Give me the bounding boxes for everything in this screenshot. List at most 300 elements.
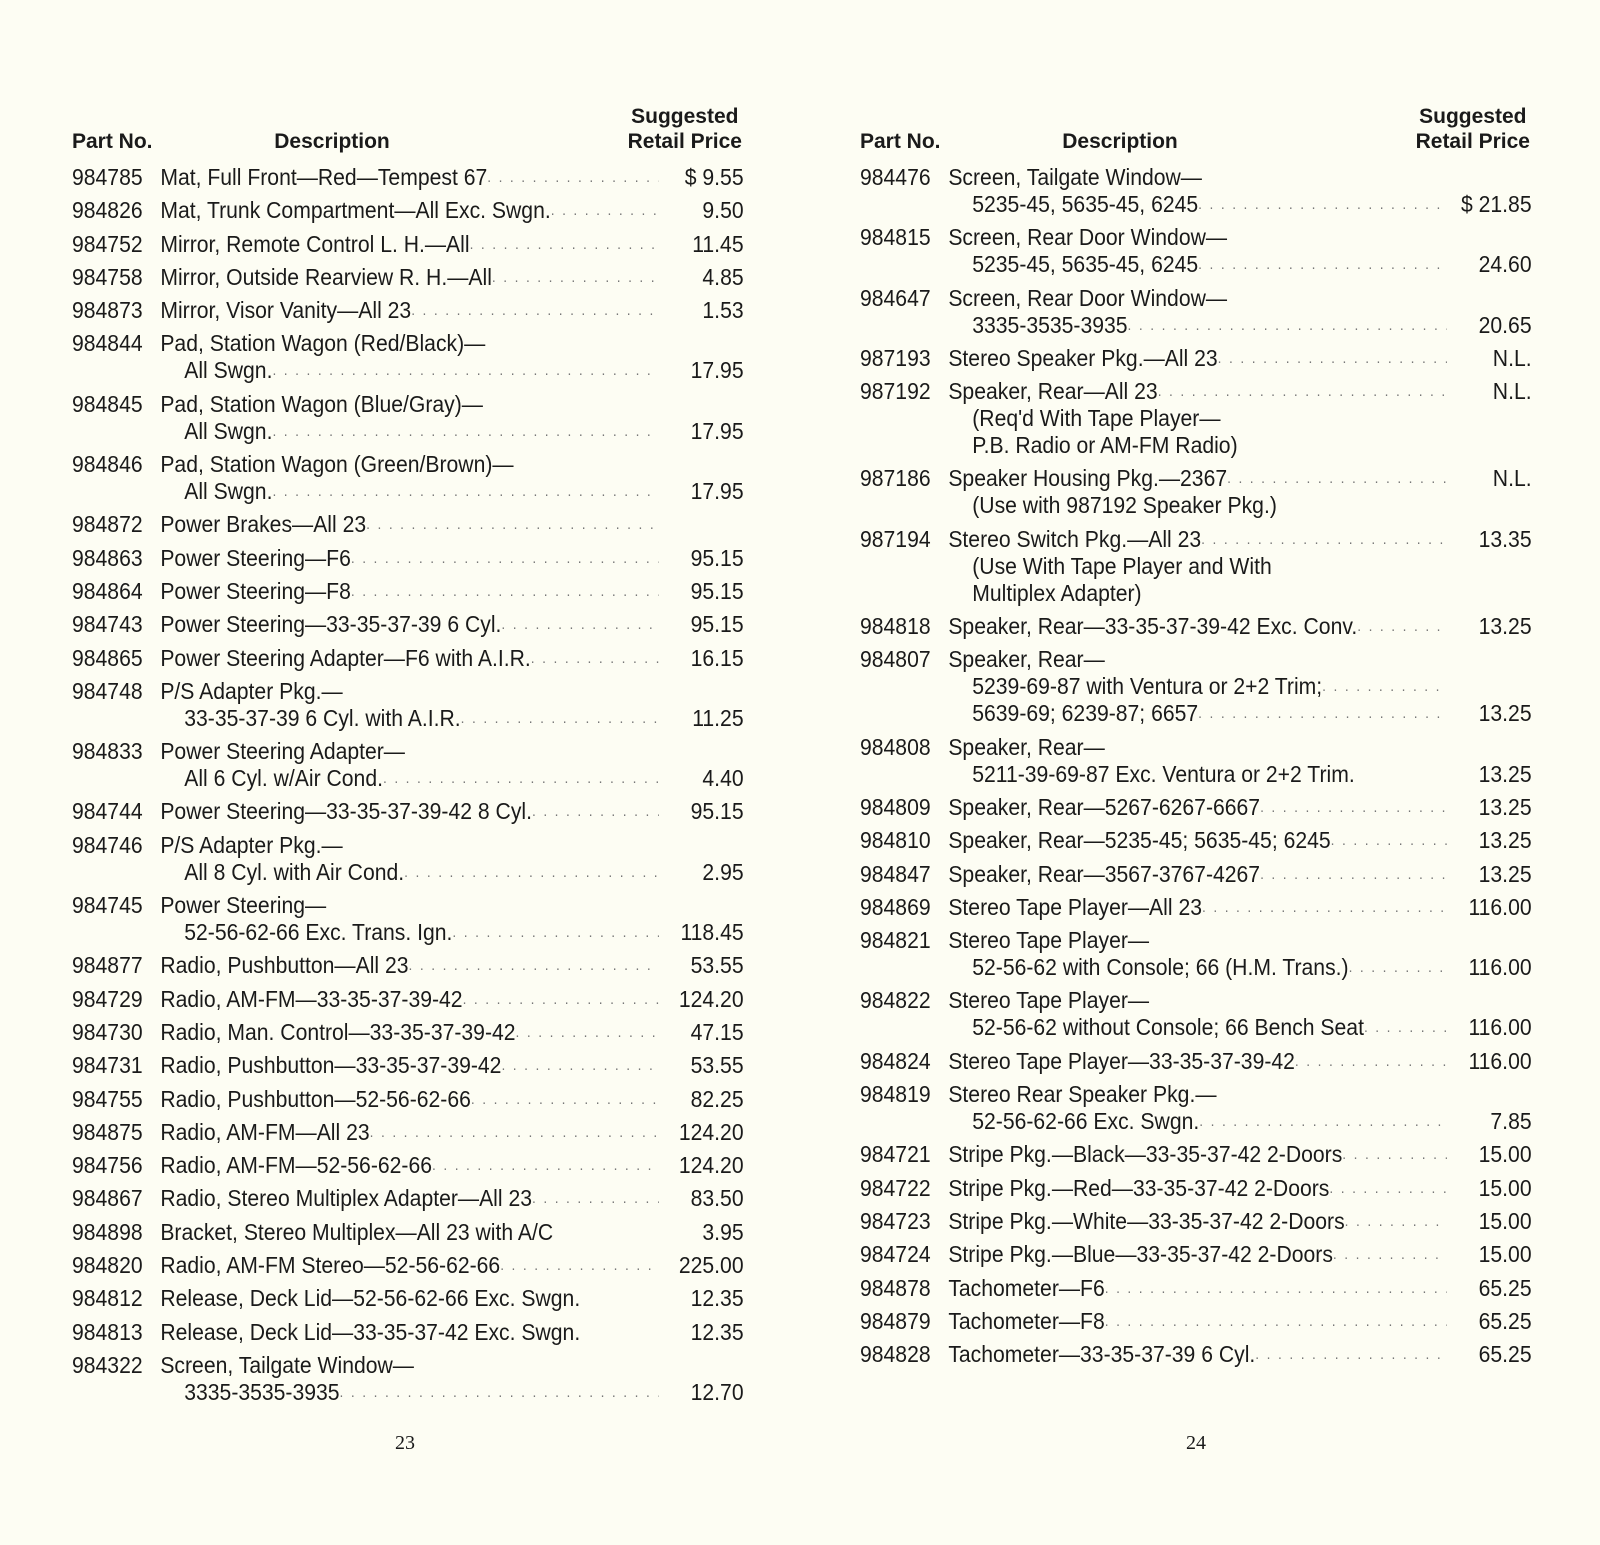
- price-value: 13.25: [1478, 700, 1532, 727]
- price-value: 15.00: [1478, 1207, 1532, 1234]
- description-text: Pad, Station Wagon (Blue/Gray)—: [160, 390, 483, 417]
- description-line: [948, 345, 1447, 372]
- price-value: 65.25: [1478, 1307, 1532, 1334]
- description: [160, 1152, 659, 1179]
- retail-price: [1447, 1175, 1532, 1202]
- description-line: [160, 1185, 659, 1212]
- description: [948, 894, 1447, 921]
- price-value: N.L.: [1492, 378, 1532, 405]
- table-row: [860, 465, 1532, 519]
- dot-leader: [452, 919, 659, 946]
- price-value: 13.25: [1478, 827, 1532, 854]
- description-text: P.B. Radio or AM-FM Radio): [972, 432, 1238, 459]
- table-row: [72, 511, 744, 538]
- dot-leader: [461, 705, 659, 732]
- description-text: 52-56-62-66 Exc. Swgn.: [972, 1108, 1200, 1135]
- part-number: 984818: [860, 613, 931, 640]
- price-value: $ 9.55: [684, 164, 744, 190]
- description-text: Power Steering—F8: [160, 577, 351, 604]
- description-text: Speaker, Rear—: [948, 733, 1105, 760]
- part-number: 984721: [860, 1141, 931, 1168]
- description-text: P/S Adapter Pkg.—: [160, 677, 343, 704]
- price-value: 95.15: [690, 798, 744, 825]
- dot-leader: [1198, 251, 1447, 278]
- retail-price: [1447, 1275, 1532, 1302]
- part-number: 984873: [72, 297, 143, 324]
- description-text: Radio, Pushbutton—33-35-37-39-42: [160, 1052, 502, 1079]
- price-value: 124.20: [678, 985, 744, 1012]
- description-line: [160, 545, 659, 572]
- retail-price: [659, 1219, 744, 1246]
- price-value: 95.15: [690, 577, 744, 604]
- table-row: [72, 952, 744, 979]
- table-row: [860, 827, 1532, 854]
- price-value: N.L.: [1492, 465, 1532, 492]
- description-text: 5235-45, 5635-45, 6245: [972, 191, 1199, 217]
- part-number: 984722: [860, 1174, 931, 1201]
- description: [160, 1219, 659, 1246]
- table-row: [860, 1275, 1532, 1302]
- table-row: [72, 1352, 744, 1406]
- table-row: [72, 611, 744, 638]
- table-row: [72, 1285, 744, 1312]
- description: [948, 861, 1447, 888]
- description: [160, 330, 659, 384]
- description-text: Screen, Rear Door Window—: [948, 224, 1228, 251]
- price-value: 124.20: [678, 1118, 744, 1145]
- price-header: Suggested Retail Price: [1415, 105, 1530, 153]
- price-value: 82.25: [690, 1085, 744, 1112]
- retail-price: [659, 832, 744, 886]
- table-row: [72, 1185, 744, 1212]
- retail-price: [1447, 987, 1532, 1041]
- part-number: 984847: [860, 860, 931, 887]
- part-number: 984822: [860, 987, 931, 1014]
- description-text: 5639-69; 6239-87; 6657: [972, 700, 1199, 727]
- description-text: Screen, Tailgate Window—: [160, 1351, 414, 1378]
- description: [160, 645, 659, 672]
- description: [948, 1175, 1447, 1202]
- retail-price: [1447, 465, 1532, 519]
- table-row: [860, 613, 1532, 640]
- description-text: Stereo Tape Player—: [948, 927, 1150, 954]
- parts-list: [860, 164, 1530, 1368]
- description-text: All Swgn.: [184, 478, 273, 505]
- retail-price: [1447, 164, 1532, 218]
- description-text: Stripe Pkg.—Black—33-35-37-42 2-Doors: [948, 1141, 1343, 1168]
- table-row: [72, 578, 744, 605]
- description: [948, 1081, 1447, 1135]
- retail-price: [1447, 224, 1532, 278]
- price-value: 11.45: [692, 230, 744, 257]
- description-line: [160, 1086, 659, 1113]
- part-number: 984864: [72, 577, 143, 604]
- description: [948, 613, 1447, 640]
- description: [160, 1086, 659, 1113]
- description: [160, 892, 659, 946]
- dot-leader: [551, 197, 659, 224]
- part-number: 984810: [860, 827, 931, 854]
- description-line: [948, 580, 1447, 607]
- price-value: 116.00: [1468, 1047, 1532, 1074]
- dot-leader: [1349, 954, 1447, 981]
- retail-price: [1447, 285, 1532, 339]
- description: [948, 827, 1447, 854]
- description-line: [948, 1308, 1447, 1335]
- description-line: [160, 330, 659, 357]
- description: [948, 987, 1447, 1041]
- price-value: 116.00: [1468, 1014, 1532, 1041]
- description-text: Power Steering—F6: [160, 544, 351, 571]
- description-text: Bracket, Stereo Multiplex—All 23 with A/C: [160, 1218, 554, 1245]
- table-row: [860, 1048, 1532, 1075]
- dot-leader: [1342, 1141, 1447, 1168]
- description: [160, 1352, 659, 1406]
- dot-leader: [370, 1119, 659, 1146]
- price-value: 12.35: [690, 1285, 744, 1312]
- retail-price: [659, 1319, 744, 1346]
- dot-leader: [409, 952, 659, 979]
- description-line: [160, 418, 659, 445]
- description: [160, 1119, 659, 1146]
- description-text: Radio, AM-FM Stereo—52-56-62-66: [160, 1252, 501, 1279]
- description: [160, 545, 659, 572]
- description-line: [948, 164, 1447, 191]
- price-value: 17.95: [690, 357, 744, 384]
- retail-price: [659, 678, 744, 732]
- dot-leader: [1255, 1341, 1447, 1368]
- description-text: Stripe Pkg.—Blue—33-35-37-42 2-Doors: [948, 1241, 1333, 1268]
- description-text: (Req'd With Tape Player—: [972, 405, 1221, 432]
- description-text: Power Steering—33-35-37-39-42 8 Cyl.: [160, 798, 532, 825]
- description-line: [160, 1019, 659, 1046]
- description-line: [948, 927, 1447, 954]
- description-text: All Swgn.: [184, 417, 273, 444]
- dot-leader: [1333, 1241, 1447, 1268]
- dot-leader: [1128, 312, 1447, 339]
- table-row: [72, 1252, 744, 1279]
- description-line: [948, 1341, 1447, 1368]
- part-number: 984723: [860, 1207, 931, 1234]
- description: [160, 1285, 659, 1312]
- table-row: [860, 1308, 1532, 1335]
- table-row: [72, 451, 744, 505]
- description: [160, 164, 659, 191]
- description: [948, 285, 1447, 339]
- description: [160, 231, 659, 258]
- description-line: [948, 405, 1447, 432]
- part-no-header: Part No.: [860, 130, 941, 153]
- description: [948, 1241, 1447, 1268]
- dot-leader: [383, 765, 659, 792]
- table-row: [72, 986, 744, 1013]
- description-text: 3335-3535-3935: [972, 311, 1128, 338]
- description-line: [160, 798, 659, 825]
- description-text: Pad, Station Wagon (Green/Brown)—: [160, 451, 514, 478]
- description-line: [160, 986, 659, 1013]
- table-row: [72, 231, 744, 258]
- dot-leader: [1202, 894, 1447, 921]
- part-number: 984752: [72, 230, 143, 257]
- description-line: [948, 312, 1447, 339]
- price-value: 17.95: [690, 417, 744, 444]
- part-number: 984869: [860, 893, 931, 920]
- description-line: [160, 1152, 659, 1179]
- dot-leader: [531, 645, 659, 672]
- part-number: 984746: [72, 831, 143, 858]
- description-line: [948, 1108, 1447, 1135]
- description-text: Release, Deck Lid—33-35-37-42 Exc. Swgn.: [160, 1318, 581, 1345]
- description-text: Stripe Pkg.—Red—33-35-37-42 2-Doors: [948, 1174, 1330, 1201]
- table-row: [72, 892, 744, 946]
- description-line: [160, 264, 659, 291]
- description-line: [948, 827, 1447, 854]
- description: [160, 451, 659, 505]
- dot-leader: [1260, 794, 1447, 821]
- description-line: [948, 432, 1447, 459]
- description-line: [948, 553, 1447, 580]
- description-text: Speaker, Rear—3567-3767-4267: [948, 860, 1261, 887]
- description-line: [160, 1119, 659, 1146]
- retail-price: [659, 1086, 744, 1113]
- part-number: 984863: [72, 544, 143, 571]
- price-value: 13.25: [1478, 760, 1532, 787]
- dot-leader: [366, 511, 659, 538]
- table-row: [72, 1019, 744, 1046]
- price-value: 17.95: [690, 478, 744, 505]
- description-line: [948, 224, 1447, 251]
- price-value: 15.00: [1478, 1174, 1532, 1201]
- dot-leader: [340, 1379, 659, 1406]
- part-number: 984813: [72, 1318, 143, 1345]
- description-text: Speaker, Rear—33-35-37-39-42 Exc. Conv.: [948, 613, 1358, 640]
- retail-price: [659, 330, 744, 384]
- description: [160, 297, 659, 324]
- part-number: 984833: [72, 738, 143, 765]
- description-line: [160, 1285, 659, 1312]
- description-line: [948, 1141, 1447, 1168]
- description: [160, 986, 659, 1013]
- description-text: Stereo Tape Player—: [948, 987, 1150, 1014]
- description-text: Radio, AM-FM—33-35-37-39-42: [160, 985, 463, 1012]
- description-header: Description: [274, 130, 390, 153]
- description-text: Release, Deck Lid—52-56-62-66 Exc. Swgn.: [160, 1285, 581, 1312]
- dot-leader: [1218, 345, 1447, 372]
- description-line: [160, 705, 659, 732]
- description: [948, 345, 1447, 372]
- table-row: [860, 646, 1532, 727]
- part-number: 984748: [72, 677, 143, 704]
- part-number: 984724: [860, 1241, 931, 1268]
- retail-price: [659, 297, 744, 324]
- part-number: 984820: [72, 1252, 143, 1279]
- description-line: [948, 251, 1447, 278]
- dot-leader: [432, 1152, 659, 1179]
- description: [160, 832, 659, 886]
- description-text: Tachometer—F8: [948, 1307, 1105, 1334]
- page-number: 24: [1186, 1432, 1206, 1454]
- retail-price: [659, 264, 744, 291]
- description: [160, 1252, 659, 1279]
- page-23: [72, 104, 742, 1412]
- description-text: Radio, AM-FM—All 23: [160, 1118, 370, 1145]
- retail-price: [659, 645, 744, 672]
- price-value: 95.15: [690, 544, 744, 571]
- table-row: [72, 645, 744, 672]
- dot-leader: [487, 164, 659, 191]
- description: [948, 526, 1447, 607]
- price-value: 7.85: [1490, 1108, 1532, 1135]
- retail-price: [659, 986, 744, 1013]
- description-text: All 8 Cyl. with Air Cond.: [184, 858, 405, 885]
- description: [948, 1141, 1447, 1168]
- dot-leader: [1201, 526, 1447, 553]
- retail-price: [659, 1185, 744, 1212]
- retail-price: [659, 1252, 744, 1279]
- description-text: Stereo Switch Pkg.—All 23: [948, 525, 1202, 552]
- table-row: [72, 545, 744, 572]
- table-row: [72, 738, 744, 792]
- description-line: [160, 1219, 659, 1246]
- dot-leader: [532, 798, 659, 825]
- part-number: 987186: [860, 465, 931, 492]
- description-line: [160, 611, 659, 638]
- description-text: 33-35-37-39 6 Cyl. with A.I.R.: [184, 704, 461, 731]
- description: [160, 611, 659, 638]
- table-row: [860, 927, 1532, 981]
- retail-price: [659, 197, 744, 224]
- table-header: [72, 104, 742, 154]
- description-header: Description: [1062, 130, 1178, 153]
- description: [160, 578, 659, 605]
- description-text: Pad, Station Wagon (Red/Black)—: [160, 330, 486, 357]
- description-text: Power Steering—33-35-37-39 6 Cyl.: [160, 611, 502, 638]
- description-text: Screen, Tailgate Window—: [948, 164, 1202, 190]
- price-value: 65.25: [1478, 1341, 1532, 1368]
- description-text: 52-56-62 without Console; 66 Bench Seat: [972, 1014, 1364, 1041]
- description-line: [948, 1081, 1447, 1108]
- description: [948, 164, 1447, 218]
- description: [160, 511, 659, 538]
- table-row: [860, 345, 1532, 372]
- table-row: [72, 678, 744, 732]
- retail-price: [1447, 794, 1532, 821]
- dot-leader: [532, 1185, 659, 1212]
- description-line: [160, 919, 659, 946]
- part-number: 984756: [72, 1152, 143, 1179]
- retail-price: [1447, 827, 1532, 854]
- price-value: 124.20: [678, 1152, 744, 1179]
- retail-price: [1447, 613, 1532, 640]
- retail-price: [1447, 1308, 1532, 1335]
- part-number: 984809: [860, 793, 931, 820]
- table-row: [72, 1052, 744, 1079]
- description-line: [948, 492, 1447, 519]
- dot-leader: [1158, 378, 1447, 405]
- description-line: [948, 673, 1447, 700]
- description: [948, 1208, 1447, 1235]
- retail-price: [1447, 1141, 1532, 1168]
- part-no-header: Part No.: [72, 130, 153, 153]
- description-line: [948, 700, 1447, 727]
- description: [948, 1275, 1447, 1302]
- price-value: 53.55: [690, 1052, 744, 1079]
- retail-price: [659, 451, 744, 505]
- price-header: Suggested Retail Price: [627, 105, 742, 153]
- table-row: [72, 832, 744, 886]
- description-line: [160, 738, 659, 765]
- retail-price: [659, 391, 744, 445]
- part-number: 984872: [72, 511, 143, 538]
- price-value: 118.45: [680, 919, 744, 946]
- price-value: 225.00: [678, 1252, 744, 1279]
- part-number: 984844: [72, 330, 143, 357]
- price-value: 20.65: [1478, 311, 1532, 338]
- part-number: 984731: [72, 1052, 143, 1079]
- description-text: 3335-3535-3935: [184, 1378, 340, 1405]
- retail-price: [1447, 378, 1532, 459]
- description-text: (Use With Tape Player and With: [972, 552, 1272, 579]
- table-row: [72, 297, 744, 324]
- retail-price: [1447, 1081, 1532, 1135]
- part-number: 984785: [72, 164, 143, 190]
- description-text: Speaker, Rear—All 23: [948, 378, 1158, 405]
- page-24: [860, 104, 1530, 1374]
- description-line: [160, 832, 659, 859]
- part-number: 987194: [860, 525, 931, 552]
- part-number: 984322: [72, 1351, 143, 1378]
- price-value: 116.00: [1468, 954, 1532, 981]
- description-line: [948, 526, 1447, 553]
- dot-leader: [1364, 1014, 1447, 1041]
- page-number: 23: [395, 1432, 415, 1454]
- table-row: [72, 391, 744, 445]
- retail-price: [659, 1285, 744, 1312]
- dot-leader: [1198, 191, 1447, 218]
- part-number: 984807: [860, 646, 931, 673]
- description-text: Screen, Rear Door Window—: [948, 284, 1228, 311]
- price-value: 13.25: [1478, 613, 1532, 640]
- description-text: Radio, Pushbutton—52-56-62-66: [160, 1085, 471, 1112]
- dot-leader: [272, 418, 659, 445]
- description-line: [948, 761, 1447, 788]
- table-header: [860, 104, 1530, 154]
- part-number: 984826: [72, 197, 143, 224]
- description-line: [948, 1014, 1447, 1041]
- table-row: [72, 1319, 744, 1346]
- dot-leader: [470, 231, 659, 258]
- description: [160, 1185, 659, 1212]
- retail-price: [659, 1052, 744, 1079]
- description-text: Speaker Housing Pkg.—2367: [948, 465, 1228, 492]
- dot-leader: [1260, 861, 1447, 888]
- part-number: 984879: [860, 1307, 931, 1334]
- table-row: [860, 285, 1532, 339]
- description: [160, 264, 659, 291]
- description-line: [160, 451, 659, 478]
- description-text: Speaker, Rear—5267-6267-6667: [948, 793, 1261, 820]
- description-line: [160, 645, 659, 672]
- price-value: 83.50: [690, 1185, 744, 1212]
- description-text: Mirror, Outside Rearview R. H.—All: [160, 263, 492, 290]
- part-number: 984865: [72, 644, 143, 671]
- description: [160, 678, 659, 732]
- dot-leader: [351, 578, 659, 605]
- description: [948, 734, 1447, 788]
- dot-leader: [1329, 1175, 1447, 1202]
- description-text: Mat, Full Front—Red—Tempest 67: [160, 164, 488, 190]
- description-text: Speaker, Rear—5235-45; 5635-45; 6245: [948, 827, 1331, 854]
